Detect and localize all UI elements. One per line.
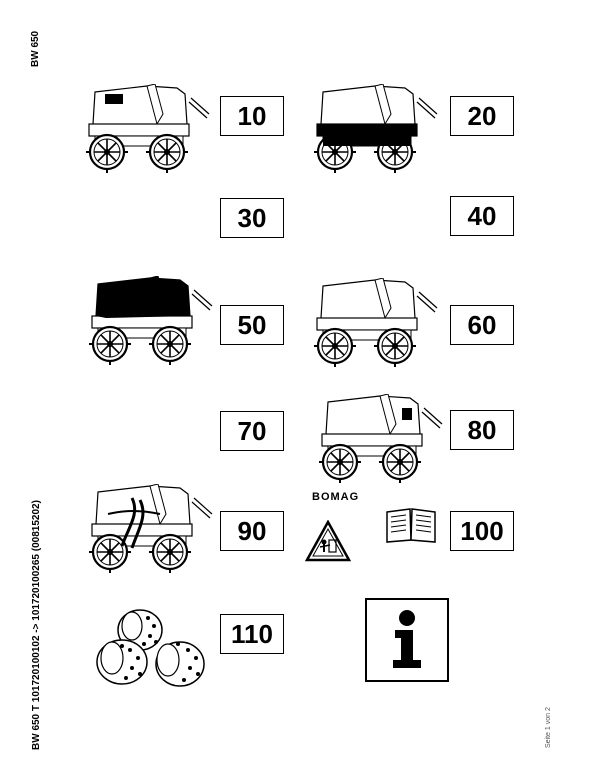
roller-machine-icon-60 [313,278,443,370]
section-number-70[interactable]: 70 [220,411,284,451]
roller-machine-icon-80 [318,394,448,486]
section-number-100[interactable]: 100 [450,511,514,551]
section-number-20[interactable]: 20 [450,96,514,136]
section-number-50[interactable]: 50 [220,305,284,345]
warning-triangle-icon [305,520,351,562]
open-book-icon [384,506,438,546]
section-number-60[interactable]: 60 [450,305,514,345]
roller-machine-icon-90 [88,484,218,576]
page-number: Seite 1 von 2 [545,707,552,748]
info-icon [365,598,449,682]
roller-machine-icon-20 [313,84,443,176]
section-number-40[interactable]: 40 [450,196,514,236]
section-number-80[interactable]: 80 [450,410,514,450]
section-number-10[interactable]: 10 [220,96,284,136]
padfoot-drums-icon [92,600,212,692]
bomag-logo: BOMAG [312,491,360,503]
document-model-header: BW 650 [30,30,41,67]
roller-machine-icon-50 [88,276,218,368]
section-number-30[interactable]: 30 [220,198,284,238]
document-serial-footer: BW 650 T 101720100102 -> 101720100265 (00815202) [31,500,42,750]
section-number-110[interactable]: 110 [220,614,284,654]
roller-machine-icon-10 [85,84,215,176]
section-number-90[interactable]: 90 [220,511,284,551]
